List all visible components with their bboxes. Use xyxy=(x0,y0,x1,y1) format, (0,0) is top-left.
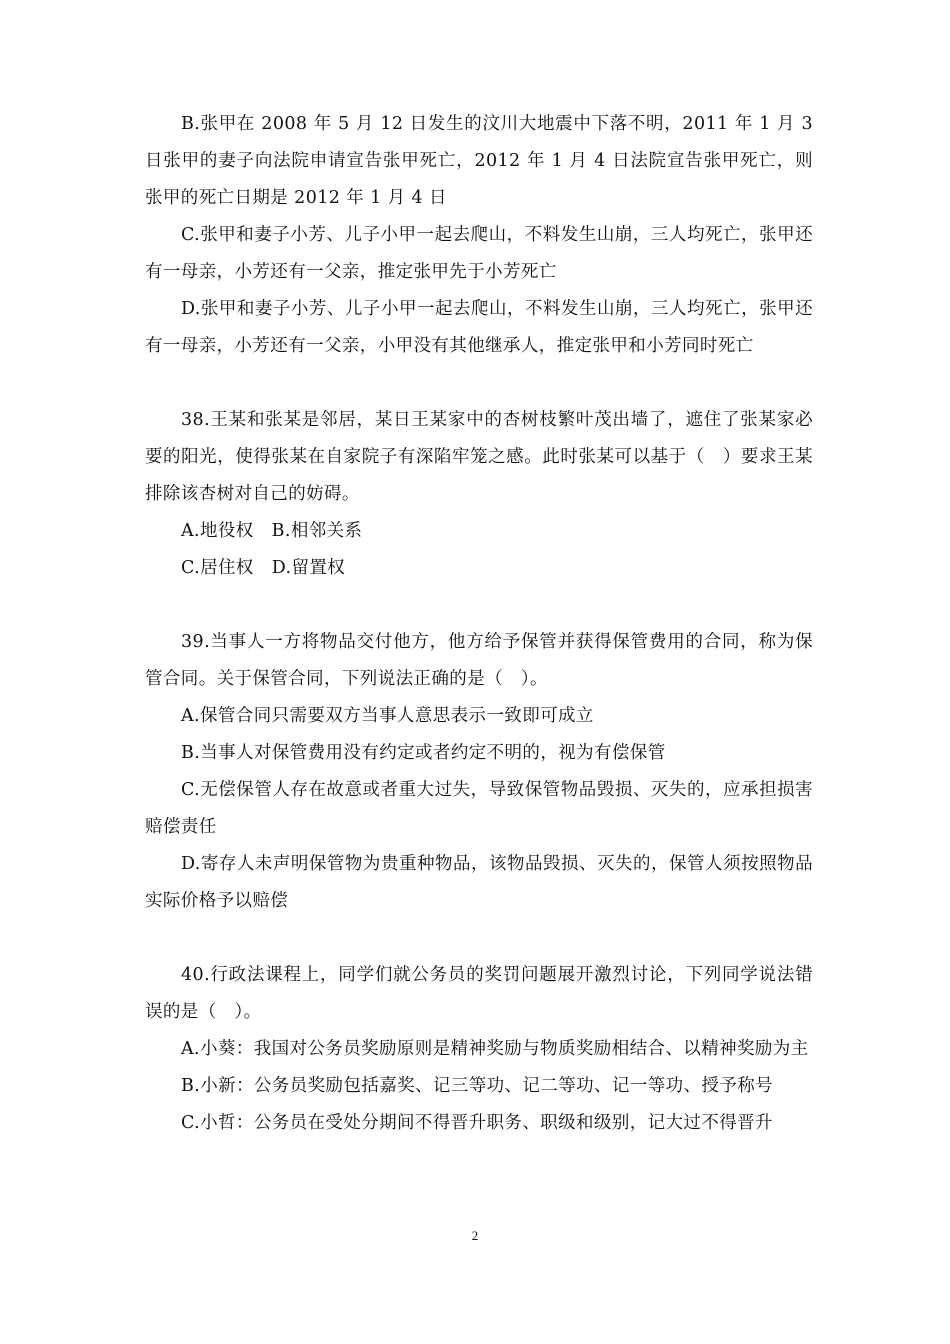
q39-option-d: D.寄存人未声明保管物为贵重种物品，该物品毁损、灭失的，保管人须按照物品实际价格予以赔偿 xyxy=(145,854,813,911)
page-number: 2 xyxy=(471,1228,479,1243)
question-spacer xyxy=(145,365,813,402)
q38-options-row2: C.居住权 D.留置权 xyxy=(181,558,346,578)
q38-options-row1: A.地役权 B.相邻关系 xyxy=(181,521,363,541)
q37-option-c: C.张甲和妻子小芳、儿子小甲一起去爬山，不料发生山崩，三人均死亡，张甲还有一母亲，小芳还有一父亲，推定张甲先于小芳死亡 xyxy=(145,225,813,282)
q40-option-a: A.小葵：我国对公务员奖励原则是精神奖励与物质奖励相结合、以精神奖励为主 xyxy=(181,1039,809,1059)
q39-option-b: B.当事人对保管费用没有约定或者约定不明的，视为有偿保管 xyxy=(181,743,666,763)
q37-option-b: B.张甲在 2008 年 5 月 12 日发生的汶川大地震中下落不明，2011 年 1 月 3 日张甲的妻子向法院申请宣告张甲死亡，2012 年 1 月 4 日法院宣告张甲死亡，则张甲的死亡日期是 2012 年 1 月 4 日 xyxy=(145,114,813,208)
q39-stem: 39.当事人一方将物品交付他方，他方给予保管并获得保管费用的合同，称为保管合同。关于保管合同，下列说法正确的是（ ）。 xyxy=(145,632,813,689)
q40-option-b: B.小新：公务员奖励包括嘉奖、记三等功、记二等功、记一等功、授予称号 xyxy=(181,1076,774,1096)
question-spacer xyxy=(145,920,813,957)
q38-stem: 38.王某和张某是邻居，某日王某家中的杏树枝繁叶茂出墙了，遮住了张某家必要的阳光，使得张某在自家院子有深陷牢笼之感。此时张某可以基于（ ）要求王某排除该杏树对自己的妨碍。 xyxy=(145,410,813,504)
page-content xyxy=(145,106,813,1142)
q40-stem: 40.行政法课程上，同学们就公务员的奖罚问题展开激烈讨论，下列同学说法错误的是（ ）。 xyxy=(145,965,813,1022)
q40-option-c: C.小哲：公务员在受处分期间不得晋升职务、职级和级别，记大过不得晋升 xyxy=(181,1113,773,1133)
q39-option-c: C.无偿保管人存在故意或者重大过失，导致保管物品毁损、灭失的，应承担损害赔偿责任 xyxy=(145,780,813,837)
question-spacer xyxy=(145,587,813,624)
q39-option-a: A.保管合同只需要双方当事人意思表示一致即可成立 xyxy=(181,706,594,726)
q37-option-d: D.张甲和妻子小芳、儿子小甲一起去爬山，不料发生山崩，三人均死亡，张甲还有一母亲，小芳还有一父亲，小甲没有其他继承人，推定张甲和小芳同时死亡 xyxy=(145,299,813,356)
